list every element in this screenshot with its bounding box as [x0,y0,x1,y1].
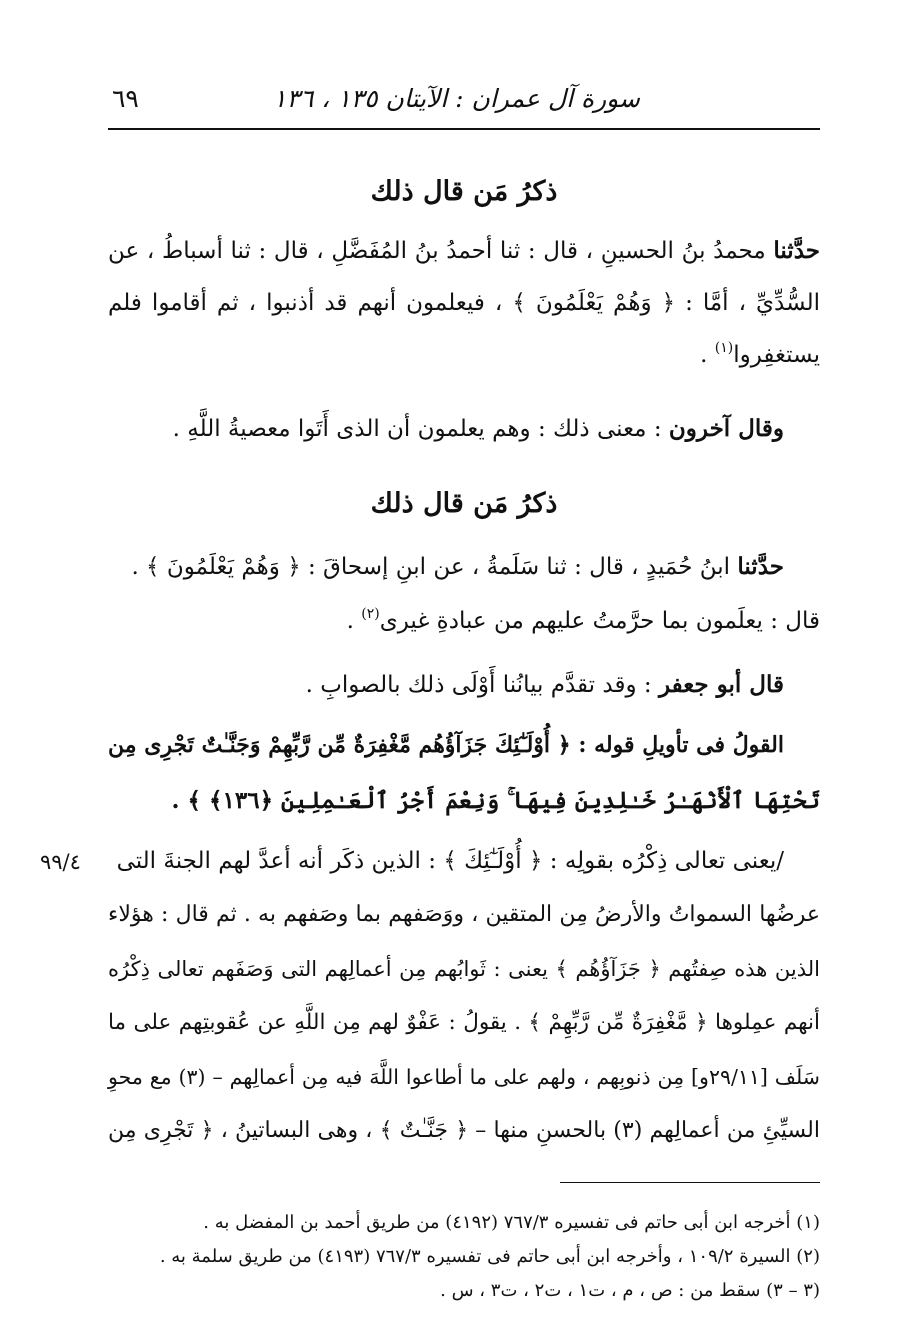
footnote-2: (٢) السيرة ١٠٩/٢ ، وأخرجه ابن أبى حاتم فى تفسيره ٧٦٧/٣ (٤١٩٣) من طريق سلمة به . [159,1246,820,1267]
header-rule [108,128,820,130]
verse-text: : ﴿ أُوْلَـٰٓئِكَ جَزَآؤُهُم مَّغْفِرَةٌ مِّن رَّبِّهِمْ وَجَنَّـٰتٌ تَجْرِى مِن [108,732,595,758]
narration-lead: حدَّثنا [737,553,784,580]
line-tail: . [700,342,715,368]
verse-block [108,730,820,830]
section-heading-2: ذكرُ مَن قال ذلك [370,488,558,519]
commentary-line-5: سَلَف [٢٩/١١و] مِن ذنوبِهم ، ولهم على ما أطاعوا اللَّهَ فيه مِن أعمالِهم – (٣) مع محوِ [108,1065,820,1089]
commentary-line-2: عرضُها السمواتُ والأرضُ مِن المتقين ، ووَصَفهم بما وصَفهم به . ثم قال : هؤلاء [108,902,820,927]
running-title: سورة آل عمران : الآيتان ١٣٥ ، ١٣٦ [272,84,640,113]
abu-jafar-text: : وقد تقدَّم بيانُنا أَوْلَى ذلك بالصوابِ . [305,672,659,698]
paragraph-1-line-3 [700,340,820,373]
verse-text: تَحْتِهَا ٱلْأَنْهَـٰرُ خَـٰلِدِينَ فِيهَا ۚ وَنِعْمَ أَجْرُ ٱلْعَـٰمِلِينَ ﴿١٣٦﴾ ﴾ . [171,787,820,814]
line-text: محمدُ بنُ الحسينِ ، قال : ثنا أحمدُ بنُ المُفَضَّلِ ، قال : ثنا أسباطُ ، عن [108,238,774,264]
paragraph-others [108,414,820,454]
commentary-block [108,846,820,1166]
paragraph-2 [108,552,820,642]
verse-lead: القولُ فى تأويلِ قوله [594,732,784,758]
paragraph-1-line-1 [108,236,820,266]
footnote-marker: (٢) [361,606,380,622]
others-lead: وقال آخرون [668,415,784,442]
margin-reference: ٩٩/٤ [40,850,81,874]
paragraph-2-line-1 [131,552,784,582]
line-tail: . [346,608,362,634]
commentary-line-3: الذين هذه صِفتُهم ﴿ جَزَآؤُهُم ﴾ يعنى : ثَوابُهم مِن أعمالِهم التى وَصَفَهم تعالى ذِكْرُه [108,957,820,981]
abu-jafar-lead: قال أبو جعفر [658,671,784,698]
line-text: يستغفِروا [733,342,820,368]
footnote-1: (١) أخرجه ابن أبى حاتم فى تفسيره ٧٦٧/٣ (٤١٩٢) من طريق أحمد بن المفضل به . [203,1212,820,1233]
line-text: قال : يعلَمون بما حرَّمتُ عليهم من عبادةِ غيرى [379,608,820,634]
paragraph-1 [108,236,820,376]
page-number: ٦٩ [112,84,139,113]
paragraph-2-line-2 [347,606,820,639]
line-text: ابنُ حُمَيدٍ ، قال : ثنا سَلَمةُ ، عن ابنِ إسحاقَ : ﴿ وَهُمْ يَعْلَمُونَ ﴾ . [131,554,738,580]
commentary-line-1: /يعنى تعالى ذِكْرُه بقولِه : ﴿ أُوْلَـٰٓئِكَ ﴾ : الذين ذكَر أنه أعدَّ لهم الجنةَ التى [116,848,784,874]
paragraph-1-line-2 [108,288,820,318]
verse-line-2 [172,786,820,816]
verse-line-1 [108,730,784,761]
footnote-marker: (١) [714,340,734,356]
line-text: السُّدِّيِّ ، أمَّا : ﴿ وَهُمْ يَعْلَمُونَ ﴾ ، فيعلمون أنهم قد أذنبوا ، ثم أقاموا فلم [108,290,820,316]
narration-lead: حدَّثنا [773,237,820,264]
commentary-line-6: السيِّئِ من أعمالِهم (٣) بالحسنِ منها – ﴿ جَنَّـٰتٌ ﴾ ، وهى البساتينُ ، ﴿ تَجْرِى مِن [108,1118,820,1143]
others-line [173,414,784,444]
running-head [108,80,820,124]
commentary-line-4: أنهم عمِلوها ﴿ مَّغْفِرَةٌ مِّن رَّبِّهِمْ ﴾ . يقولُ : عَفْوٌ لهم مِن اللَّهِ عن عُقوبتِهم على ما [108,1010,820,1035]
others-text: : معنى ذلك : وهم يعلمون أن الذى أَتَوا معصيةُ اللَّهِ . [172,416,669,442]
paragraph-abu-jafar [108,670,820,710]
footnote-3: (٣ – ٣) سقط من : ص ، م ، ت١ ، ت٢ ، ت٣ ، س . [440,1280,820,1301]
section-heading-1: ذكرُ مَن قال ذلك [370,176,558,207]
footnote-rule [560,1182,820,1183]
abu-jafar-line [306,670,784,700]
